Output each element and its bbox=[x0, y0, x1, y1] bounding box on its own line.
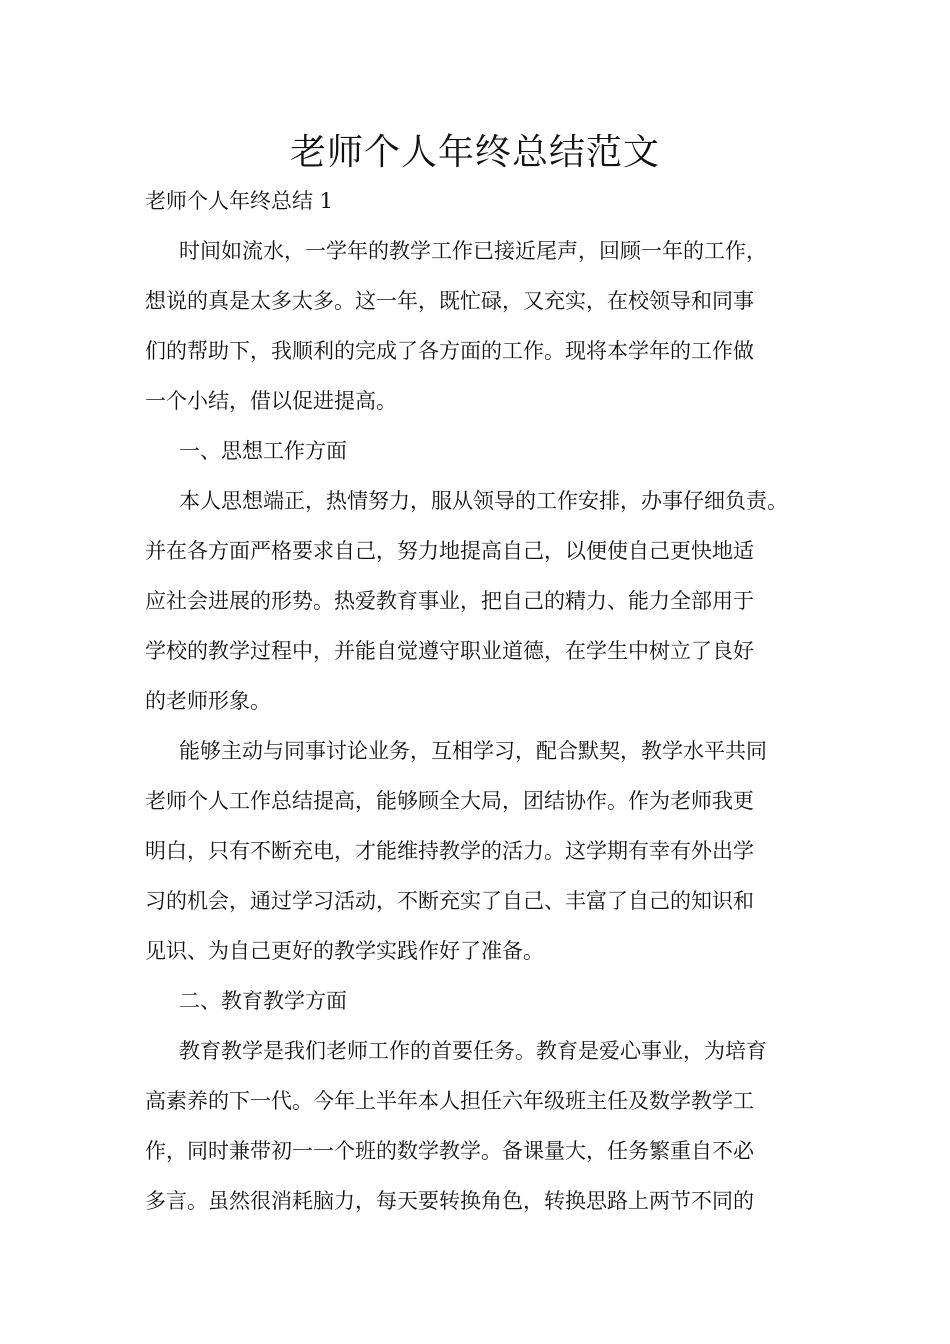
text-line: 学校的教学过程中，并能自觉遵守职业道德，在学生中树立了良好 bbox=[145, 639, 754, 663]
text-line: 并在各方面严格要求自己，努力地提高自己，以便使自己更快地适 bbox=[145, 539, 754, 563]
text-line: 时间如流水，一学年的教学工作已接近尾声，回顾一年的工作， bbox=[179, 239, 767, 263]
text-line: 作，同时兼带初一一个班的数学教学。备课量大，任务繁重自不必 bbox=[145, 1139, 754, 1163]
text-line: 老师个人工作总结提高，能够顾全大局，团结协作。作为老师我更 bbox=[145, 789, 754, 813]
document-body bbox=[145, 176, 817, 1226]
text-line: 明白，只有不断充电，才能维持教学的活力。这学期有幸有外出学 bbox=[145, 839, 754, 863]
text-line: 见识、为自己更好的教学实践作好了准备。 bbox=[145, 939, 544, 963]
text-line: 本人思想端正，热情努力，服从领导的工作安排，办事仔细负责。 bbox=[179, 489, 788, 513]
text-line: 多言。虽然很消耗脑力，每天要转换角色，转换思路上两节不同的 bbox=[145, 1189, 754, 1213]
text-line: 高素养的下一代。今年上半年本人担任六年级班主任及数学教学工 bbox=[145, 1089, 754, 1113]
text-line: 的老师形象。 bbox=[145, 689, 271, 713]
text-line: 一个小结，借以促进提高。 bbox=[145, 389, 397, 413]
document-title: 老师个人年终总结范文 bbox=[289, 132, 660, 173]
text-line: 想说的真是太多太多。这一年，既忙碌，又充实，在校领导和同事 bbox=[145, 289, 754, 313]
text-line: 们的帮助下，我顺利的完成了各方面的工作。现将本学年的工作做 bbox=[145, 339, 754, 363]
text-line: 习的机会，通过学习活动，不断充实了自己、丰富了自己的知识和 bbox=[145, 889, 754, 913]
text-line: 能够主动与同事讨论业务，互相学习，配合默契，教学水平共同 bbox=[179, 739, 767, 763]
text-line: 教育教学是我们老师工作的首要任务。教育是爱心事业，为培育 bbox=[179, 1039, 767, 1063]
text-line: 二、教育教学方面 bbox=[179, 989, 347, 1013]
text-line: 一、思想工作方面 bbox=[179, 439, 347, 463]
text-line: 老师个人年终总结 1 bbox=[145, 189, 334, 213]
text-line: 应社会进展的形势。热爱教育事业，把自己的精力、能力全部用于 bbox=[145, 589, 754, 613]
